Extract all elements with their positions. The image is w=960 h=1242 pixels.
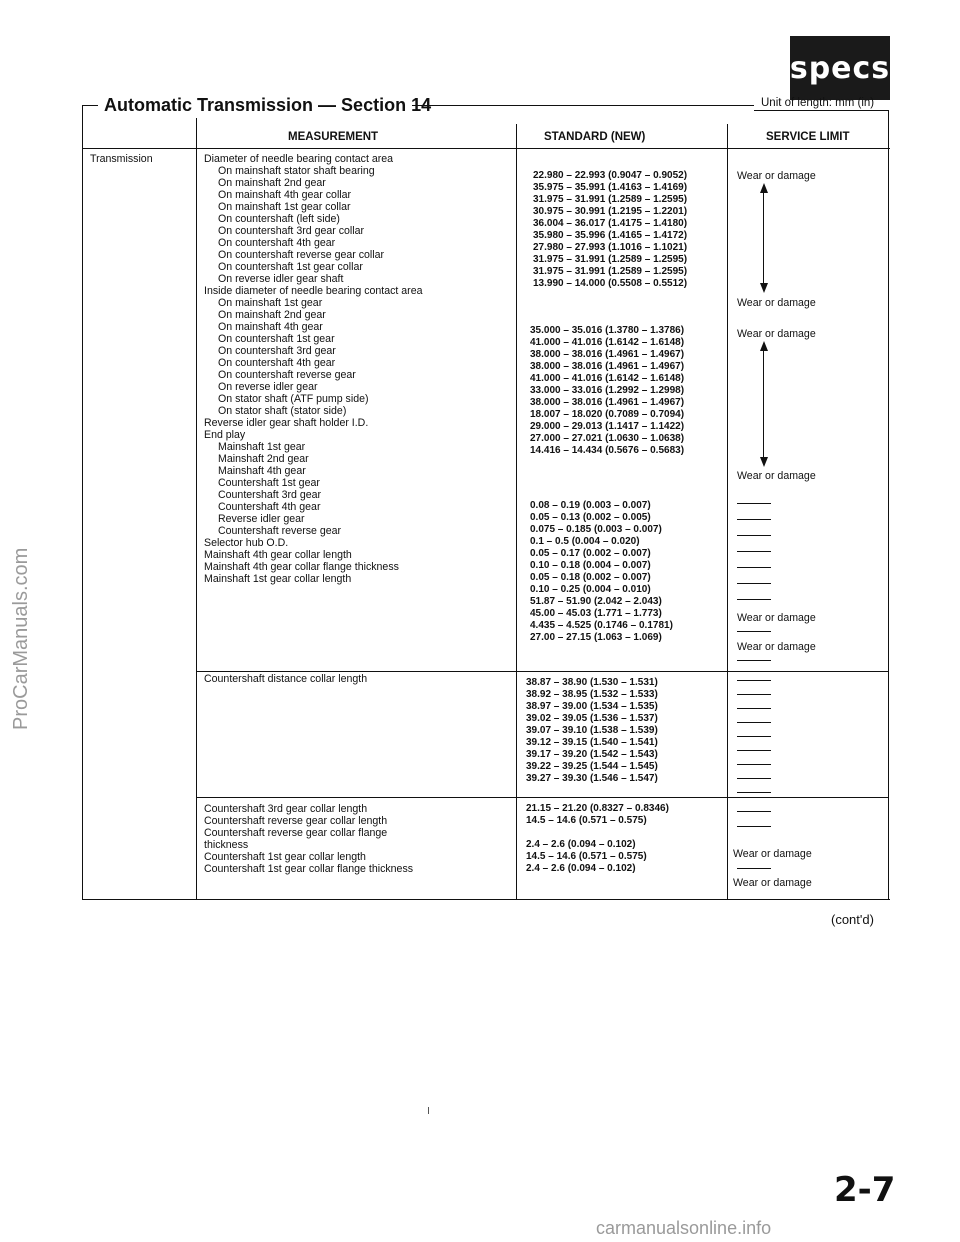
measurement-line: On countershaft 1st gear — [218, 333, 335, 345]
limit-dash — [737, 694, 771, 695]
measurement-line: Mainshaft 4th gear — [218, 465, 306, 477]
measurement-line: On stator shaft (stator side) — [218, 405, 347, 417]
measurement-line: Countershaft 3rd gear — [218, 489, 322, 501]
measurement-line: Selector hub O.D. — [204, 537, 289, 549]
range-line — [763, 351, 764, 457]
measurement-line: On mainshaft 4th gear collar — [218, 189, 352, 201]
limit-flange-thickness: Wear or damage — [733, 848, 812, 860]
standard-value: 33.000 – 33.016 (1.2992 – 1.2998) — [530, 385, 685, 396]
standard-value: 51.87 – 51.90 (2.042 – 2.043) — [530, 596, 662, 607]
standard-value: 35.975 – 35.991 (1.4163 – 1.4169) — [533, 182, 688, 193]
standard-value: 35.000 – 35.016 (1.3780 – 1.3786) — [530, 325, 685, 336]
limit-mainshaft-1st-collar: Wear or damage — [737, 641, 816, 653]
standard-value: 39.22 – 39.25 (1.544 – 1.545) — [526, 761, 658, 772]
measurement-line: End play — [204, 429, 246, 441]
standard-value: 14.5 – 14.6 (0.571 – 0.575) — [526, 851, 647, 862]
measurement-line: Countershaft reverse gear — [218, 525, 342, 537]
measurement-line: Reverse idler gear shaft holder I.D. — [204, 417, 369, 429]
limit-dash — [737, 778, 771, 779]
category-label: Transmission — [90, 153, 153, 165]
standard-value: 0.08 – 0.19 (0.003 – 0.007) — [530, 500, 651, 511]
limit-dash — [737, 750, 771, 751]
standard-value: 29.000 – 29.013 (1.1417 – 1.1422) — [530, 421, 685, 432]
limit-dash — [737, 736, 771, 737]
standard-value: 27.000 – 27.021 (1.0630 – 1.0638) — [530, 433, 685, 444]
limit-wear-a-bottom: Wear or damage — [737, 297, 816, 309]
standard-value: 38.92 – 38.95 (1.532 – 1.533) — [526, 689, 658, 700]
limit-dash — [737, 680, 771, 681]
limit-dash — [737, 764, 771, 765]
measurement-line: Countershaft 1st gear — [218, 477, 320, 489]
standard-value: 0.05 – 0.13 (0.002 – 0.005) — [530, 512, 651, 523]
standard-value: 18.007 – 18.020 (0.7089 – 0.7094) — [530, 409, 685, 420]
range-line — [763, 193, 764, 283]
measurement-line: On countershaft reverse gear collar — [218, 249, 385, 261]
arrow-up-icon — [760, 341, 768, 351]
limit-dash — [737, 708, 771, 709]
measurement-line: Mainshaft 2nd gear — [218, 453, 309, 465]
measurement-line: Inside diameter of needle bearing contact area — [204, 285, 423, 297]
header-rule — [82, 148, 890, 149]
limit-dash — [737, 567, 771, 568]
standard-value: 41.000 – 41.016 (1.6142 – 1.6148) — [530, 337, 685, 348]
arrow-down-icon — [760, 283, 768, 293]
limit-dash — [737, 811, 771, 812]
header-measurement: MEASUREMENT — [288, 131, 379, 143]
scan-speck — [428, 1107, 429, 1114]
measurement-line: Mainshaft 1st gear — [218, 441, 306, 453]
standard-value: 39.02 – 39.05 (1.536 – 1.537) — [526, 713, 658, 724]
block2-measurement: Countershaft distance collar length — [204, 673, 368, 685]
measurement-line: On countershaft 3rd gear — [218, 345, 336, 357]
measurement-line: On countershaft (left side) — [218, 213, 340, 225]
measurement-line: On reverse idler gear — [218, 381, 318, 393]
standard-value: 38.87 – 38.90 (1.530 – 1.531) — [526, 677, 658, 688]
standard-value: 39.27 – 39.30 (1.546 – 1.547) — [526, 773, 658, 784]
standard-value: 31.975 – 31.991 (1.2589 – 1.2595) — [533, 254, 688, 265]
block3-measurements — [204, 803, 413, 875]
standard-value: 2.4 – 2.6 (0.094 – 0.102) — [526, 863, 636, 874]
standard-value: 21.15 – 21.20 (0.8327 – 0.8346) — [526, 803, 669, 814]
measurement-line: On mainshaft 4th gear — [218, 321, 323, 333]
measurement-line: On countershaft 3rd gear collar — [218, 225, 365, 237]
standard-value: 39.07 – 39.10 (1.538 – 1.539) — [526, 725, 658, 736]
limit-dash — [737, 792, 771, 793]
standard-value: 0.1 – 0.5 (0.004 – 0.020) — [530, 536, 640, 547]
title-rule-right — [412, 105, 754, 106]
arrow-down-icon — [760, 457, 768, 467]
table-frame-right — [888, 110, 889, 900]
measurement-line: On countershaft 4th gear — [218, 237, 336, 249]
measurement-line: On mainshaft 2nd gear — [218, 177, 326, 189]
block1-standard-group1 — [533, 170, 687, 290]
side-watermark: ProCarManuals.com — [10, 547, 32, 730]
measurement-line: thickness — [204, 839, 249, 851]
standard-value: 0.10 – 0.25 (0.004 – 0.010) — [530, 584, 651, 595]
limit-dash — [737, 519, 771, 520]
limit-dash — [737, 503, 771, 504]
block1-measurements — [204, 153, 423, 585]
table-frame-top — [754, 110, 889, 111]
limit-dash — [737, 722, 771, 723]
standard-value: 14.416 – 14.434 (0.5676 – 0.5683) — [530, 445, 685, 456]
header-service-limit: SERVICE LIMIT — [766, 131, 850, 143]
limit-selector-hub: Wear or damage — [737, 612, 816, 624]
standard-value: 0.075 – 0.185 (0.003 – 0.007) — [530, 524, 662, 535]
measurement-line: Countershaft reverse gear collar length — [204, 815, 388, 827]
block1-standard-group2 — [530, 325, 684, 457]
row-divider-2 — [196, 797, 888, 798]
standard-value: 39.17 – 39.20 (1.542 – 1.543) — [526, 749, 658, 760]
standard-value: 2.4 – 2.6 (0.094 – 0.102) — [526, 839, 636, 850]
limit-dash — [737, 826, 771, 827]
standard-value: 27.980 – 27.993 (1.1016 – 1.1021) — [533, 242, 688, 253]
standard-value: 45.00 – 45.03 (1.771 – 1.773) — [530, 608, 662, 619]
measurement-line: Mainshaft 1st gear collar length — [204, 573, 352, 585]
arrow-up-icon — [760, 183, 768, 193]
limit-dash — [737, 583, 771, 584]
measurement-line: On countershaft reverse gear — [218, 369, 356, 381]
standard-value — [526, 827, 669, 839]
standard-value: 0.05 – 0.17 (0.002 – 0.007) — [530, 548, 651, 559]
block1-standard-group3 — [530, 500, 673, 644]
measurement-line: On countershaft 1st gear collar — [218, 261, 363, 273]
standard-value: 41.000 – 41.016 (1.6142 – 1.6148) — [530, 373, 685, 384]
standard-value: 39.12 – 39.15 (1.540 – 1.541) — [526, 737, 658, 748]
standard-value: 35.980 – 35.996 (1.4165 – 1.4172) — [533, 230, 688, 241]
standard-value: 0.10 – 0.18 (0.004 – 0.007) — [530, 560, 651, 571]
measurement-line: Mainshaft 4th gear collar flange thickness — [204, 561, 399, 573]
limit-dash — [737, 599, 771, 600]
continued-label: (cont'd) — [831, 912, 874, 927]
standard-value: 0.05 – 0.18 (0.002 – 0.007) — [530, 572, 651, 583]
measurement-line: On mainshaft 2nd gear — [218, 309, 326, 321]
standard-value: 38.000 – 38.016 (1.4961 – 1.4967) — [530, 361, 685, 372]
measurement-line: Countershaft 4th gear — [218, 501, 321, 513]
limit-wear-b-bottom: Wear or damage — [737, 470, 816, 482]
column-divider-standard — [727, 124, 728, 900]
limit-dash — [737, 631, 771, 632]
block3-standard — [526, 803, 669, 875]
measurement-line: On mainshaft 1st gear collar — [218, 201, 351, 213]
measurement-line: Mainshaft 4th gear collar length — [204, 549, 352, 561]
column-divider-category — [196, 118, 197, 900]
standard-value: 30.975 – 30.991 (1.2195 – 1.2201) — [533, 206, 688, 217]
standard-value: 31.975 – 31.991 (1.2589 – 1.2595) — [533, 266, 688, 277]
measurement-line: Countershaft reverse gear collar flange — [204, 827, 388, 839]
limit-dash — [737, 660, 771, 661]
limit-dash — [737, 535, 771, 536]
measurement-line: On countershaft 4th gear — [218, 357, 336, 369]
page-number: 2-7 — [834, 1170, 896, 1210]
standard-value: 14.5 – 14.6 (0.571 – 0.575) — [526, 815, 647, 826]
standard-value: 31.975 – 31.991 (1.2589 – 1.2595) — [533, 194, 688, 205]
limit-wear-b-top: Wear or damage — [737, 328, 816, 340]
unit-label: Unit of length: mm (in) — [761, 97, 875, 109]
standard-value: 27.00 – 27.15 (1.063 – 1.069) — [530, 632, 662, 643]
table-frame-bottom — [82, 899, 890, 900]
row-divider-1 — [196, 671, 888, 672]
measurement-line: Countershaft 1st gear collar flange thickness — [204, 863, 414, 875]
limit-dash — [737, 551, 771, 552]
measurement-line: Diameter of needle bearing contact area — [204, 153, 394, 165]
limit-dash — [737, 868, 771, 869]
measurement-line: On mainshaft stator shaft bearing — [218, 165, 375, 177]
measurement-line: On mainshaft 1st gear — [218, 297, 323, 309]
section-title: Automatic Transmission — Section 14 — [104, 95, 432, 115]
block2-standard — [526, 677, 658, 785]
header-standard: STANDARD (NEW) — [544, 131, 646, 143]
measurement-line: Countershaft 1st gear collar length — [204, 851, 366, 863]
standard-value: 38.97 – 39.00 (1.534 – 1.535) — [526, 701, 658, 712]
limit-first-flange-thickness: Wear or damage — [733, 877, 812, 889]
standard-value: 22.980 – 22.993 (0.9047 – 0.9052) — [533, 170, 688, 181]
table-frame-left — [82, 105, 83, 900]
measurement-line: Countershaft 3rd gear collar length — [204, 803, 368, 815]
measurement-line: On stator shaft (ATF pump side) — [218, 393, 369, 405]
bottom-watermark: carmanualsonline.info — [596, 1218, 772, 1238]
limit-wear-a-top: Wear or damage — [737, 170, 816, 182]
measurement-line: Reverse idler gear — [218, 513, 305, 525]
standard-value: 36.004 – 36.017 (1.4175 – 1.4180) — [533, 218, 688, 229]
standard-value: 38.000 – 38.016 (1.4961 – 1.4967) — [530, 397, 685, 408]
column-divider-measurement — [516, 124, 517, 900]
measurement-line: On reverse idler gear shaft — [218, 273, 344, 285]
standard-value: 4.435 – 4.525 (0.1746 – 0.1781) — [530, 620, 673, 631]
standard-value: 38.000 – 38.016 (1.4961 – 1.4967) — [530, 349, 685, 360]
standard-value: 13.990 – 14.000 (0.5508 – 0.5512) — [533, 278, 688, 289]
specs-badge: specs — [790, 36, 890, 100]
title-rule-left — [82, 105, 98, 106]
